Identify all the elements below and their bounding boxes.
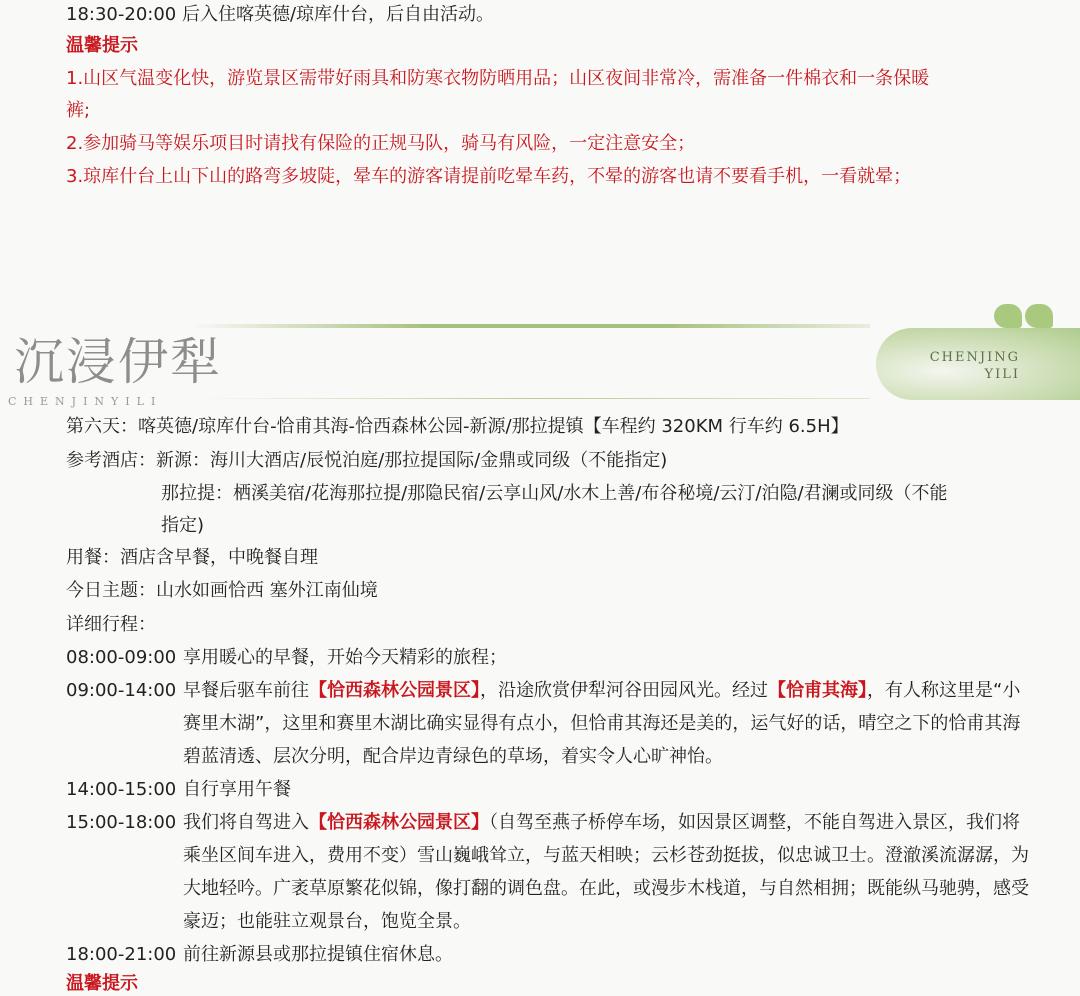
- item-text-a: 自行享用午餐: [183, 779, 291, 800]
- leaf-icon: [994, 304, 1022, 328]
- itinerary-item: [66, 674, 1021, 767]
- tip-2: 2.参加骑马等娱乐项目时请找有保险的正规马队，骑马有风险，一定注意安全；: [66, 133, 696, 154]
- leaf-icon: [1025, 304, 1053, 328]
- hotel-nalati-cont: 指定): [161, 515, 205, 536]
- item-text: [183, 641, 1033, 674]
- day-title: 第六天：喀英德/琼库什台-恰甫其海-恰西森林公园-新源/那拉提镇【车程约 320KM 行车约 6.5H】: [66, 416, 849, 437]
- item-text-b: （自驾至燕子桥停车场，如因景区调整，不能自驾进入景区，我们将乘坐区间车进入，费用不变）雪山巍峨耸立，与蓝天相映；云杉苍劲挺拔，似忠诚卫士。澄澈溪流潺潺，为大地轻吟。广袤草原繁花似锦，像打翻的调色盘。在此，或漫步木栈道，与自然相拥；既能纵马驰骋，感受豪迈；也能驻立观景台，饱览全景。: [183, 812, 1029, 932]
- brand-badge-text: [900, 349, 1020, 383]
- highlight: 【恰甫其海】: [768, 680, 867, 701]
- detail-label: 详细行程：: [66, 614, 156, 635]
- item-text-a: 早餐后驱车前往: [183, 680, 309, 701]
- highlight: 【恰西森林公园景区】: [309, 680, 480, 701]
- item-time: 09:00-14:00: [66, 680, 177, 701]
- hotel-row: [66, 449, 667, 473]
- item-text-a: 享用暖心的早餐，开始今天精彩的旅程；: [183, 647, 507, 668]
- item-time: 15:00-18:00: [66, 812, 177, 833]
- item-text: [183, 674, 1033, 773]
- item-text: [183, 938, 1033, 971]
- highlight: 【恰西森林公园景区】: [309, 812, 489, 833]
- tip-3: 3.琼库什台上山下山的路弯多坡陡，晕车的游客请提前吃晕车药，不晕的游客也请不要看手机，一看就晕；: [66, 166, 912, 187]
- item-text-a: 前往新源县或那拉提镇住宿休息。: [183, 944, 453, 965]
- hotel-label: 参考酒店：: [66, 450, 156, 471]
- item-time: 08:00-09:00: [66, 647, 177, 668]
- hotel-xinyuan: 新源：海川大酒店/辰悦泊庭/那拉提国际/金鼎或同级（不能指定): [156, 450, 668, 471]
- hotel-nalati: 那拉提：栖溪美宿/花海那拉提/那隐民宿/云享山风/水木上善/布谷秘境/云汀/泊隐/君澜或同级（不能: [161, 483, 948, 504]
- itinerary-item: [66, 773, 291, 806]
- item-time: 14:00-15:00: [66, 779, 177, 800]
- itinerary-item: [66, 938, 453, 971]
- header-underline: [195, 398, 870, 399]
- itinerary-item: [66, 641, 507, 674]
- badge-line-1: CHENJING: [929, 350, 1020, 365]
- header-divider: [190, 324, 870, 328]
- item-text-b: ，沿途欣赏伊犁河谷田园风光。经过: [480, 680, 768, 701]
- tips-title-2: 温馨提示: [66, 973, 138, 994]
- schedule-line: 18:30-20:00 后入住喀英德/琼库什台，后自由活动。: [66, 4, 495, 25]
- day-theme: 今日主题：山水如画恰西 塞外江南仙境: [66, 580, 378, 601]
- itinerary-item: [66, 806, 1029, 932]
- section-title-en: CHENJINYILI: [8, 395, 163, 408]
- item-text: [183, 806, 1033, 938]
- item-text: [183, 773, 1033, 806]
- item-text-c: ，有人称这里是“小赛里木湖”，这里和赛里木湖比确实显得有点小，但恰甫其海还是美的，运气好的话，晴空之下的恰甫其海碧蓝清透、层次分明，配合岸边青绿色的草场，着实令人心旷神怡。: [183, 680, 1021, 767]
- tip-1: 1.山区气温变化快，游览景区需带好雨具和防寒衣物防晒用品；山区夜间非常冷，需准备一件棉衣和一条保暖: [66, 68, 930, 89]
- tips-title: 温馨提示: [66, 35, 138, 56]
- tip-1-cont: 裤;: [66, 100, 91, 121]
- item-text-a: 我们将自驾进入: [183, 812, 309, 833]
- section-title: 沉浸伊犁: [14, 333, 222, 391]
- badge-line-2: YILI: [984, 367, 1020, 382]
- item-time: 18:00-21:00: [66, 944, 177, 965]
- meals: 用餐：酒店含早餐，中晚餐自理: [66, 547, 318, 568]
